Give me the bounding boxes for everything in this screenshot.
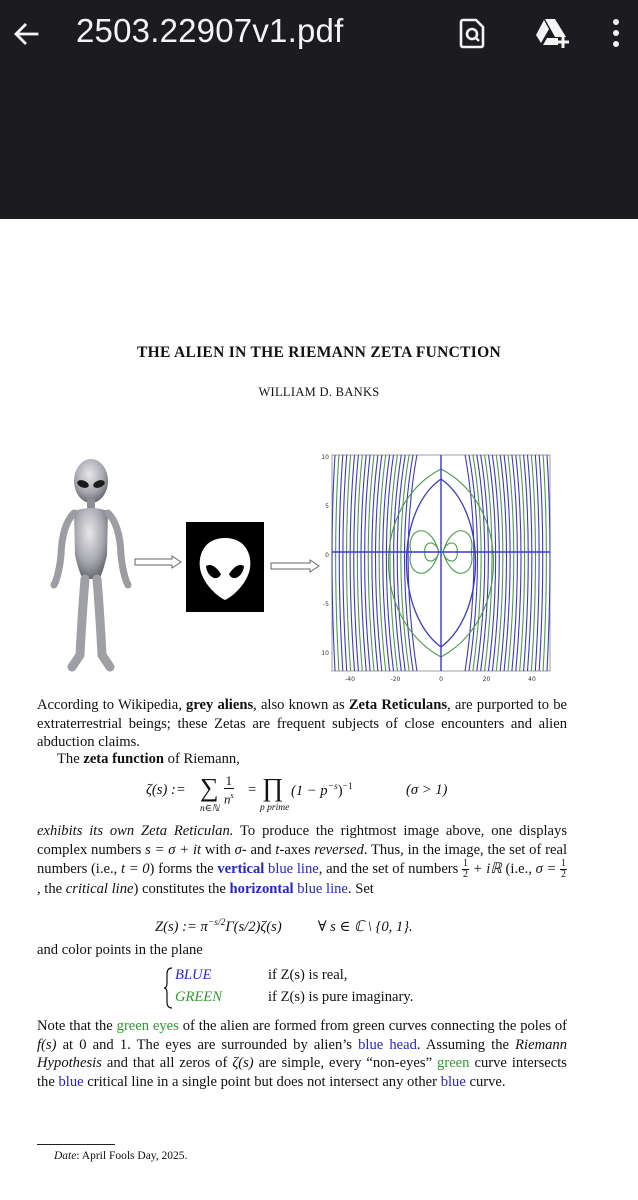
x-tick-label: 40 [528,676,536,683]
footnote-rule [37,1144,115,1145]
left-brace-icon [163,967,173,1009]
paragraph-color: and color points in the plane [37,942,203,958]
alien-head-icon [186,522,264,612]
zeta-plot [314,449,554,685]
paragraph-construction: exhibits its own Zeta Reticulan. To produce the rightmost image above, one displays complex numbers s = σ + it with σ- and t-axes reversed. Thus, in the image, the set of real numbers (i.e., t = 0) forms the vertical blue line, and the set of numbers $\frac{1}{2}$ + iℝ (i.e., σ = $\frac{1}{2}$ , the critical line) constitutes the horizontal blue line. Set [37,823,568,898]
add-to-drive-button[interactable] [532,13,572,53]
paper-title: THE ALIEN IN THE RIEMANN ZETA FUNCTION [137,344,501,361]
x-tick-label: -20 [390,676,401,683]
find-in-page-icon [457,17,487,49]
z-function-equation: Z(s) := $\pi^{-s/2}\Gamma(s/2)\zeta(s)$ ∀ s ∈ ℂ \ {0, 1}. [155,918,413,935]
y-tick-label: 10 [321,454,329,461]
x-tick-label: 20 [482,676,491,683]
arrow-right-icon [270,559,320,573]
paragraph-intro: According to Wikipedia, grey aliens, also known as Zeta Reticulans, are purported to be extraterrestrial beings; these Zetas are frequent subjects of close encounters and alien abduction claims. [37,697,567,751]
alien-logo-image [186,522,264,612]
app-bar [0,0,638,219]
document-title: 2503.22907v1.pdf [76,12,344,49]
grey-alien-figure [50,455,132,673]
arrow-right-icon [134,555,182,569]
zeta-definition-equation: ζ(s) := ∑ n∈ℕ $\frac{1}{n^s}$ = ∏ p prime $(1 - p^{-s})^{-1}$ (σ > 1) [146,773,448,814]
back-arrow-icon [10,18,42,50]
x-tick-label: 0 [439,676,443,683]
find-in-page-button[interactable] [452,13,492,53]
drive-add-icon [533,16,571,50]
more-vert-icon [612,18,620,48]
footnote-date: Date: April Fools Day, 2025. [54,1150,188,1162]
y-tick-label: 10 [321,650,329,657]
y-tick-label: 0 [325,552,329,559]
more-options-button[interactable] [604,13,628,53]
back-button[interactable] [6,14,46,54]
paragraph-zeta: The zeta function of Riemann, [57,751,240,767]
x-tick-label: -40 [345,676,355,683]
y-tick-label: 5 [325,503,329,510]
paper-author: WILLIAM D. BANKS [258,385,380,399]
paragraph-eyes: Note that the green eyes of the alien are formed from green curves connecting the poles of f(s) at 0 and 1. The eyes are surrounded by alien’s blue head. Assuming the Riemann Hypothesis and that all zeros of ζ(s) are simple, every “non-eyes” green curve intersects the blue critical line in a single point but does not intersect any other blue curve. [37,1018,568,1090]
y-tick-label: -5 [323,601,329,608]
